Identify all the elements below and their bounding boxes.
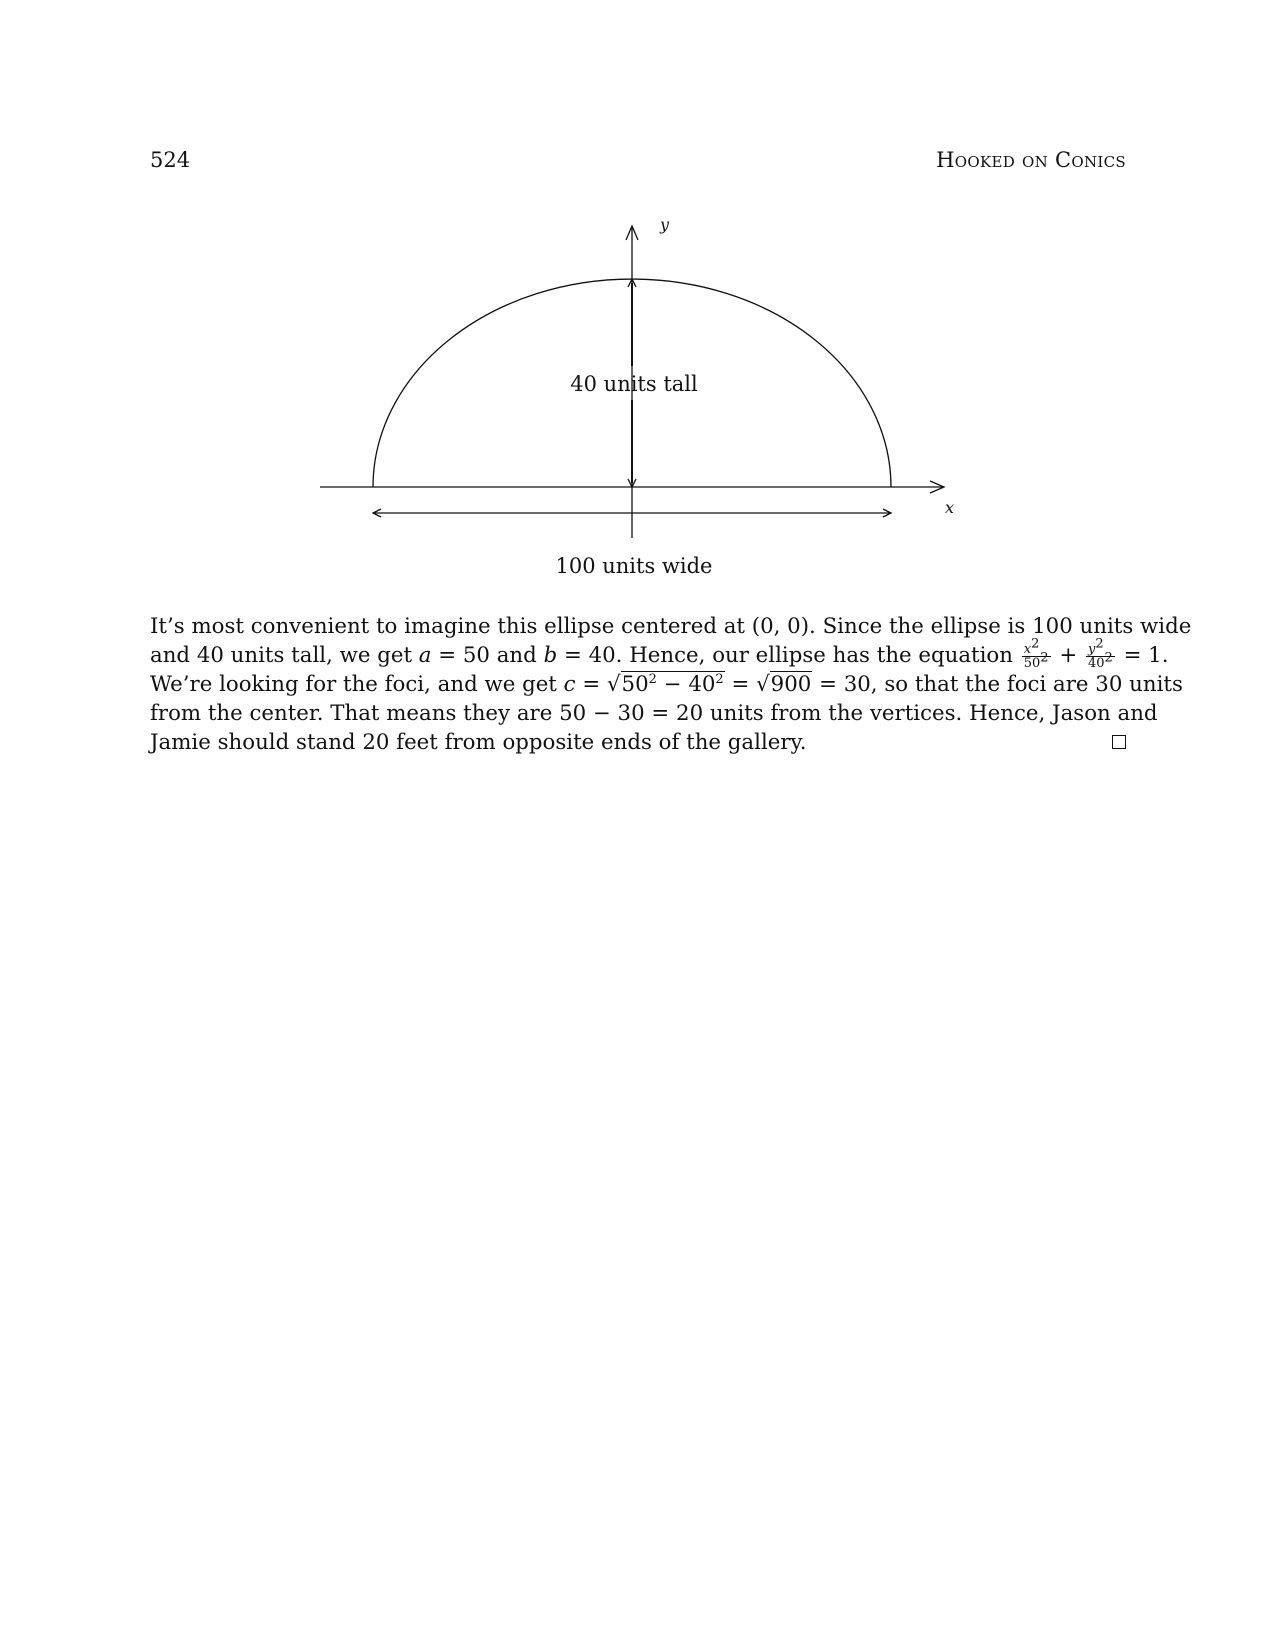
variable-b: b bbox=[543, 643, 558, 668]
origin-point: (0, 0) bbox=[751, 614, 810, 639]
y-axis-label: y bbox=[660, 215, 670, 234]
paragraph-line-3: We’re looking for the foci, and we get $c = √50^2 - 40^2 = √900 = 30$, so that the foci are 30 units bbox=[150, 671, 1183, 697]
page-number: 524 bbox=[150, 148, 191, 172]
paragraph-line-2: and 40 units tall, we get a = 50 and b = 40. Hence, our ellipse has the equation $\frac{x^2}{50^2}$ + $\frac{y^2}{40^2}$ = 1. bbox=[150, 636, 1169, 671]
width-label: 100 units wide bbox=[555, 554, 713, 578]
qed-box-icon bbox=[1112, 735, 1126, 749]
sqrt-sign: √ bbox=[606, 672, 621, 697]
solution-paragraph bbox=[150, 612, 1192, 757]
paragraph-line-5: Jamie should stand 20 feet from opposite ends of the gallery. bbox=[150, 728, 1126, 757]
height-label: 40 units tall bbox=[570, 372, 698, 396]
paragraph-line-1: It’s most convenient to imagine this ellipse centered at (0, 0). Since the ellipse is 100 units wide bbox=[150, 614, 1192, 639]
running-title: Hooked on Conics bbox=[936, 148, 1126, 172]
fraction-x-squared: $\frac{x^2}{50^2}$ bbox=[1023, 636, 1049, 671]
variable-c: c bbox=[563, 672, 576, 697]
paragraph-line-4: from the center. That means they are 50 − 30 = 20 units from the vertices. Hence, Jason and bbox=[150, 701, 1158, 726]
x-axis-label: x bbox=[945, 498, 955, 517]
variable-a: a bbox=[418, 643, 432, 668]
sqrt-sign: √ bbox=[756, 672, 770, 697]
sqrt-radicand-1: $50^2 - 40^2$ bbox=[621, 671, 724, 697]
sqrt-radicand-2: 900 bbox=[770, 672, 812, 697]
ellipse-figure bbox=[0, 0, 1275, 600]
fraction-y-squared: $\frac{y^2}{40^2}$ bbox=[1087, 636, 1113, 671]
